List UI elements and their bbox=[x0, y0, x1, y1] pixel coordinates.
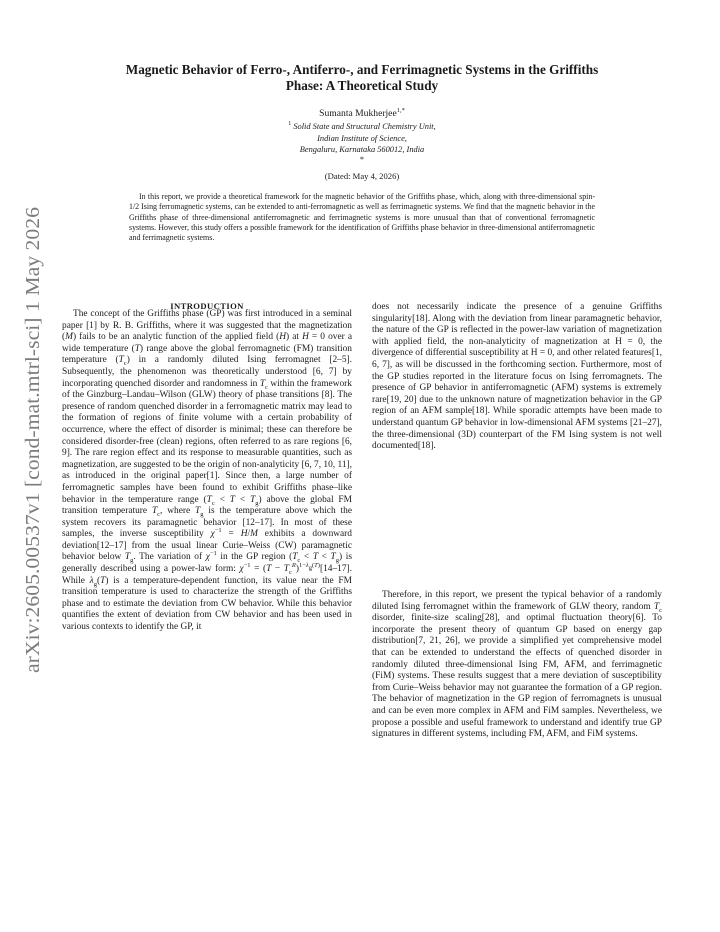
arxiv-stamp-text: arXiv:2605.00537v1 [cond-mat.mtrl-sci] 1 May 2026 bbox=[22, 240, 44, 673]
column-left bbox=[62, 309, 352, 634]
affil-line-2: Indian Institute of Science, bbox=[317, 133, 407, 143]
column-right-bottom bbox=[372, 590, 662, 741]
paper-title bbox=[70, 62, 654, 93]
affil-line-1: Solid State and Structural Chemistry Unit, bbox=[293, 122, 436, 131]
intro-paragraph-2: does not necessarily indicate the presence of a genuine Griffiths singularity[18]. Along with the deviation from linear paramagnetic behavior, the nature of the GP is reflected in the power-law variation of magnetization with applied field, the non-analyticity of magnetization at H = 0, the divergence of differential susceptibility at H = 0, and other related features[1, 6, 7], as will be discussed in the forthcoming section. Furthermore, most of the GP studies reported in the literature focus on Ising ferromagnets. The presence of GP behavior in antiferromagnetic (AFM) systems is extremely rare[19, 20] due to the unknown nature of magnetization behavior in the GP region of an AFM sample[18]. While sporadic attempts have been made to understand quantum GP behavior in low-dimensional AFM systems [21–27], the three-dimensional (3D) counterpart of the FM Ising system is not well documented[18]. bbox=[372, 302, 662, 452]
affil-mark: 1 bbox=[288, 121, 292, 128]
affiliation bbox=[150, 121, 574, 164]
author-mark: 1,* bbox=[396, 106, 405, 114]
intro-paragraph-1: The concept of the Griffiths phase (GP) was first introduced in a seminal paper [1] by R. B. Griffiths, where it was suggested that the magnetization (M) fails to be an analytic function of the applied field (H) at H = 0 over a wide temperature (T) range above the global ferromagnetic (FM) transition temperature $(T_c)$ in a randomly diluted Ising ferromagnet [2–5]. Subsequently, the phenomenon was theoretically understood [6, 7] by incorporating quenched disorder and randomness in $T_c$ within the framework of the Ginzburg–Landau–Wilson (GLW) theory of phase transitions [8]. The presence of random quenched disorder in a ferromagnetic matrix may lead to the formation of regions of finite volume with a certain probability of occurrence, where the effect of disorder is minimal; these can therefore be considered disorder-free (clean) regions, often referred to as rare regions [6, 9]. The rare region effect and its response to measurable quantities, such as magnetization, are suggested to be the origin of non-analyticity [6, 7, 10, 11], as introduced in the original paper[1]. Since then, a large number of ferromagnetic samples have been found to exhibit Griffiths phase–like behavior in the temperature range $(T_c < T < T_g)$ above the global FM transition temperature $T_c$, where $T_g$ is the temperature above which the system recovers its paramagnetic behavior [12–17]. In most of these samples, the inverse susceptibility $\chi^{-1} = H/M$ exhibits a downward deviation[12–17] from the usual linear Curie–Weiss (CW) paramagnetic behavior below $T_g$. The variation of $\chi^{-1}$ in the GP region $(T_c < T < T_g)$ is generally described using a power-law form: $\chi^{-1} = (T - T_c^R)^{1-\lambda_g(T)}[14-17]$. While $\lambda_g(T)$ is a temperature-dependent function, its value near the FM transition temperature is used to characterize the strength of the Griffiths phase and to estimate the deviation from CW behavior. While this behavior quantifies the extent of deviation from CW behavior and has been used in various contexts to identify the GP, it bbox=[62, 309, 352, 633]
title-line-1: Magnetic Behavior of Ferro-, Antiferro-, and Ferrimagnetic Systems in the Griffiths bbox=[125, 62, 599, 77]
dated-line: (Dated: May 4, 2026) bbox=[324, 171, 400, 181]
author-name: Sumanta Mukherjee bbox=[319, 108, 397, 119]
intro-paragraph-3: Therefore, in this report, we present the typical behavior of a randomly diluted Ising ferromagnet within the framework of GLW theory, random $T_c$ disorder, finite-size scaling[28], and optimal fluctuation theory[6]. To incorporate the present theory of quantum GP based on energy gap distribution[7, 21, 26], we provide a simplified yet comprehensive model that can be extended to understand the effects of quenched disorder in randomly diluted three-dimensional Ising FM, AFM, and ferrimagnetic (FiM) systems. These results suggest that a mere deviation of susceptibility from Curie–Weiss behavior may not guarantee the formation of a GP region. The behavior of magnetization in the GP region of ferromagnets is unusual and can be even more complex in AFM and FiM samples. Nevertheless, we propose a possible and useful framework to understand and identify true GP signatures in different systems, including FM, AFM, and FiM systems. bbox=[372, 590, 662, 740]
author bbox=[150, 108, 574, 120]
section-heading: INTRODUCTION bbox=[170, 301, 244, 311]
affil-separator: * bbox=[359, 154, 365, 164]
affil-line-3: Bengaluru, Karnataka 560012, India bbox=[299, 145, 425, 154]
abstract: In this report, we provide a theoretical framework for the magnetic behavior of the Griffiths phase, which, along with three-dimensional spin-1/2 Ising ferromagnetic systems, can be extended to anti-ferromagnetic as well as ferrimagnetic systems. We find that the magnetic behavior in the Griffiths phase of three-dimensional antiferromagnetic and ferrimagnetic systems is more unusual than that of conventional ferromagnetic systems. However, this study offers a possible framework for the identification of Griffiths phase behavior in three-dimensional antiferromagnetic and ferrimagnetic systems. bbox=[129, 192, 595, 243]
title-line-2: Phase: A Theoretical Study bbox=[285, 77, 439, 93]
column-right-top bbox=[372, 302, 662, 453]
arxiv-stamp bbox=[16, 205, 46, 675]
